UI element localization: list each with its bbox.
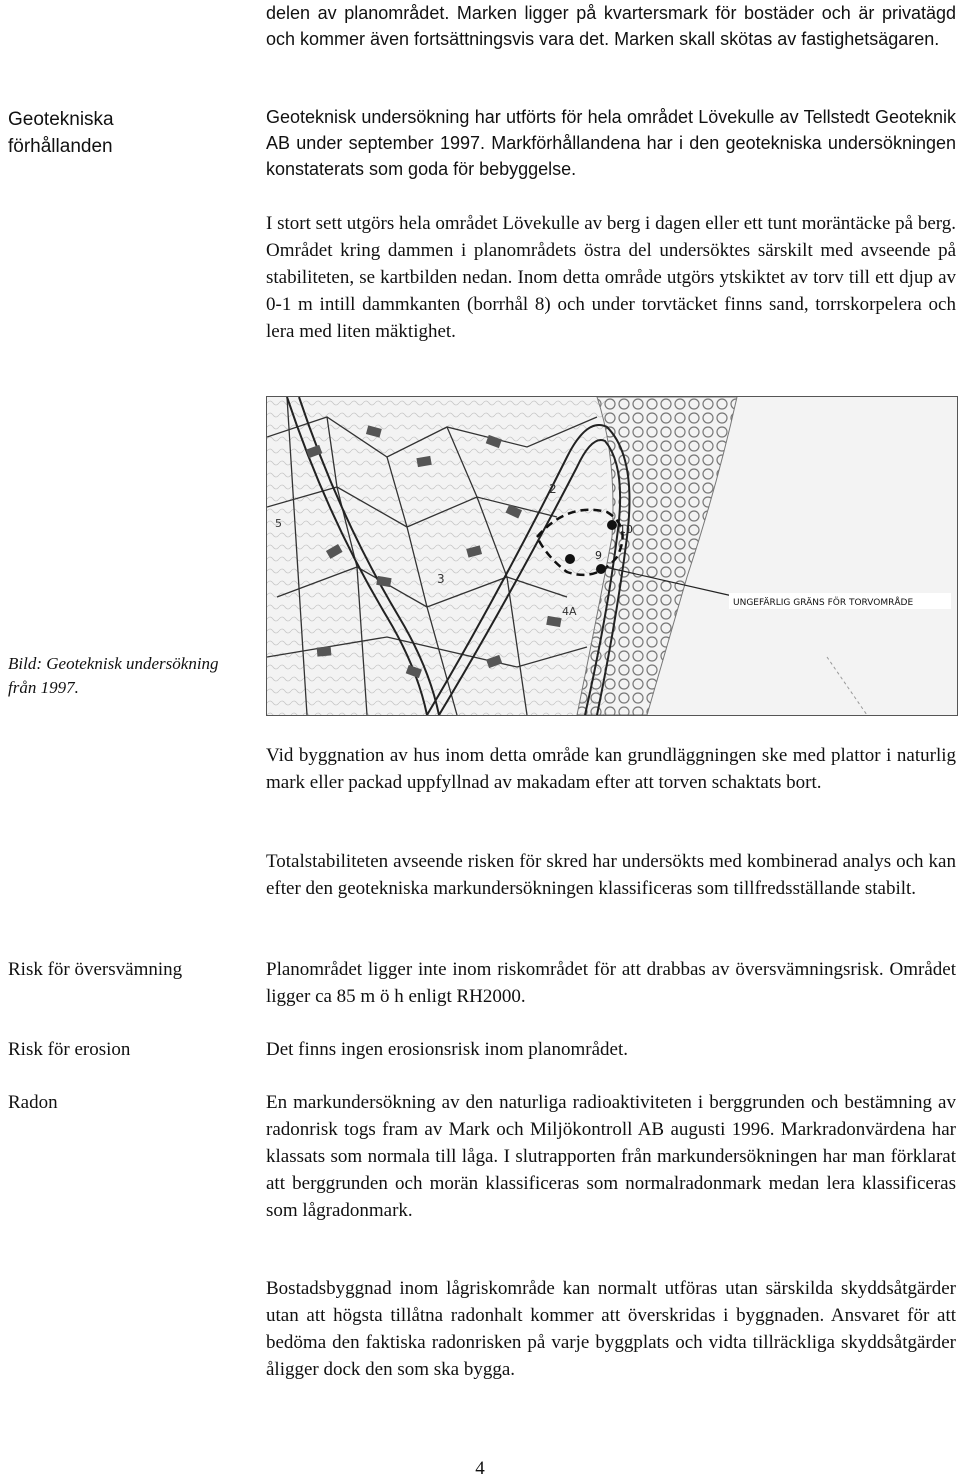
radon-heading: Radon (8, 1092, 58, 1113)
radon-paragraph-1: En markundersökning av den naturliga radioaktiviteten i berggrunden och bestämning av radonrisk togs fram av Mark och Miljökontroll AB augusti 1996. Markradonvärdena har klassats som normala till låga. I slutrapporten från markundersökningen har man förklarat att berggrunden och morän klassificeras som normalradonmark medan lera klassificeras som lågradonmark. (266, 1092, 956, 1221)
lot-3-label: 3 (437, 572, 445, 586)
borehole-marker-1 (565, 554, 575, 564)
foundation-paragraph-2: Totalstabiliteten avseende risken för skred har undersökts med kombinerad analys och kan efter den geotekniska markundersökningen klassificeras som tillfredsställande stabilt. (266, 851, 956, 899)
geotechnical-heading: Geotekniska förhållanden (8, 109, 114, 157)
foundation-paragraph-1: Vid byggnation av hus inom detta område kan grundläggningen ske med plattor i naturlig mark eller packad uppfyllnad av makadam efter att torven schaktats bort. (266, 745, 956, 793)
borehole-label-10: 10 (619, 523, 633, 536)
geotechnical-paragraph-2: I stort sett utgörs hela området Lövekulle av berg i dagen eller ett tunt moräntäcke på berg. Området kring dammen i planområdets östra del undersöktes särskilt med avseende på stabiliteten, se kartbilden nedan. Inom detta område utgörs ytskiktet av torv till ett djup av 0-1 m intill dammkanten (borrhål 8) och under torvtäcket finns sand, torrskorpelera och lera med liten mäktighet. (266, 213, 956, 342)
erosion-paragraph: Det finns ingen erosionsrisk inom planområdet. (266, 1039, 628, 1060)
geotechnical-paragraph-1: Geoteknisk undersökning har utförts för hela området Lövekulle av Tellstedt Geoteknik AB under september 1997. Markförhållandena har i den geotekniska undersökningen konstaterats som goda för bebyggelse. (266, 107, 956, 179)
contour-area (267, 397, 607, 715)
intro-paragraph: delen av planområdet. Marken ligger på kvartersmark för bostäder och är privatägd och kommer även fortsättningsvis vara det. Marken skall skötas av fastighetsägaren. (266, 3, 956, 49)
borehole-marker-2 (596, 564, 606, 574)
flood-paragraph: Planområdet ligger inte inom riskområdet för att drabbas av översvämningsrisk. Området ligger ca 85 m ö h enligt RH2000. (266, 959, 956, 1007)
borehole-label-9: 9 (595, 549, 602, 562)
erosion-heading: Risk för erosion (8, 1039, 131, 1060)
borehole-marker-3 (607, 520, 617, 530)
lot-5-label: 5 (275, 517, 282, 530)
lot-2-label: 2 (549, 482, 557, 496)
geotechnical-map (266, 396, 958, 716)
map-drawing (267, 397, 957, 715)
radon-paragraph-2: Bostadsbyggnad inom lågriskområde kan normalt utföras utan särskilda skyddsåtgärder utan att högsta tillåtna radonhalt kommer att överskridas i byggnaden. Ansvaret för att bedöma den faktiska radonrisken på varje byggplats och vidta tillräckliga skyddsåtgärder åligger dock den som ska bygga. (266, 1278, 956, 1380)
lot-4a-label: 4A (562, 605, 577, 618)
page-number: 4 (475, 1458, 485, 1479)
flood-heading: Risk för översvämning (8, 959, 183, 980)
map-caption: Bild: Geoteknisk undersökning från 1997. (8, 654, 219, 697)
zone-label: UNGEFÄRLIG GRÄNS FÖR TORVOMRÅDE (733, 598, 914, 608)
